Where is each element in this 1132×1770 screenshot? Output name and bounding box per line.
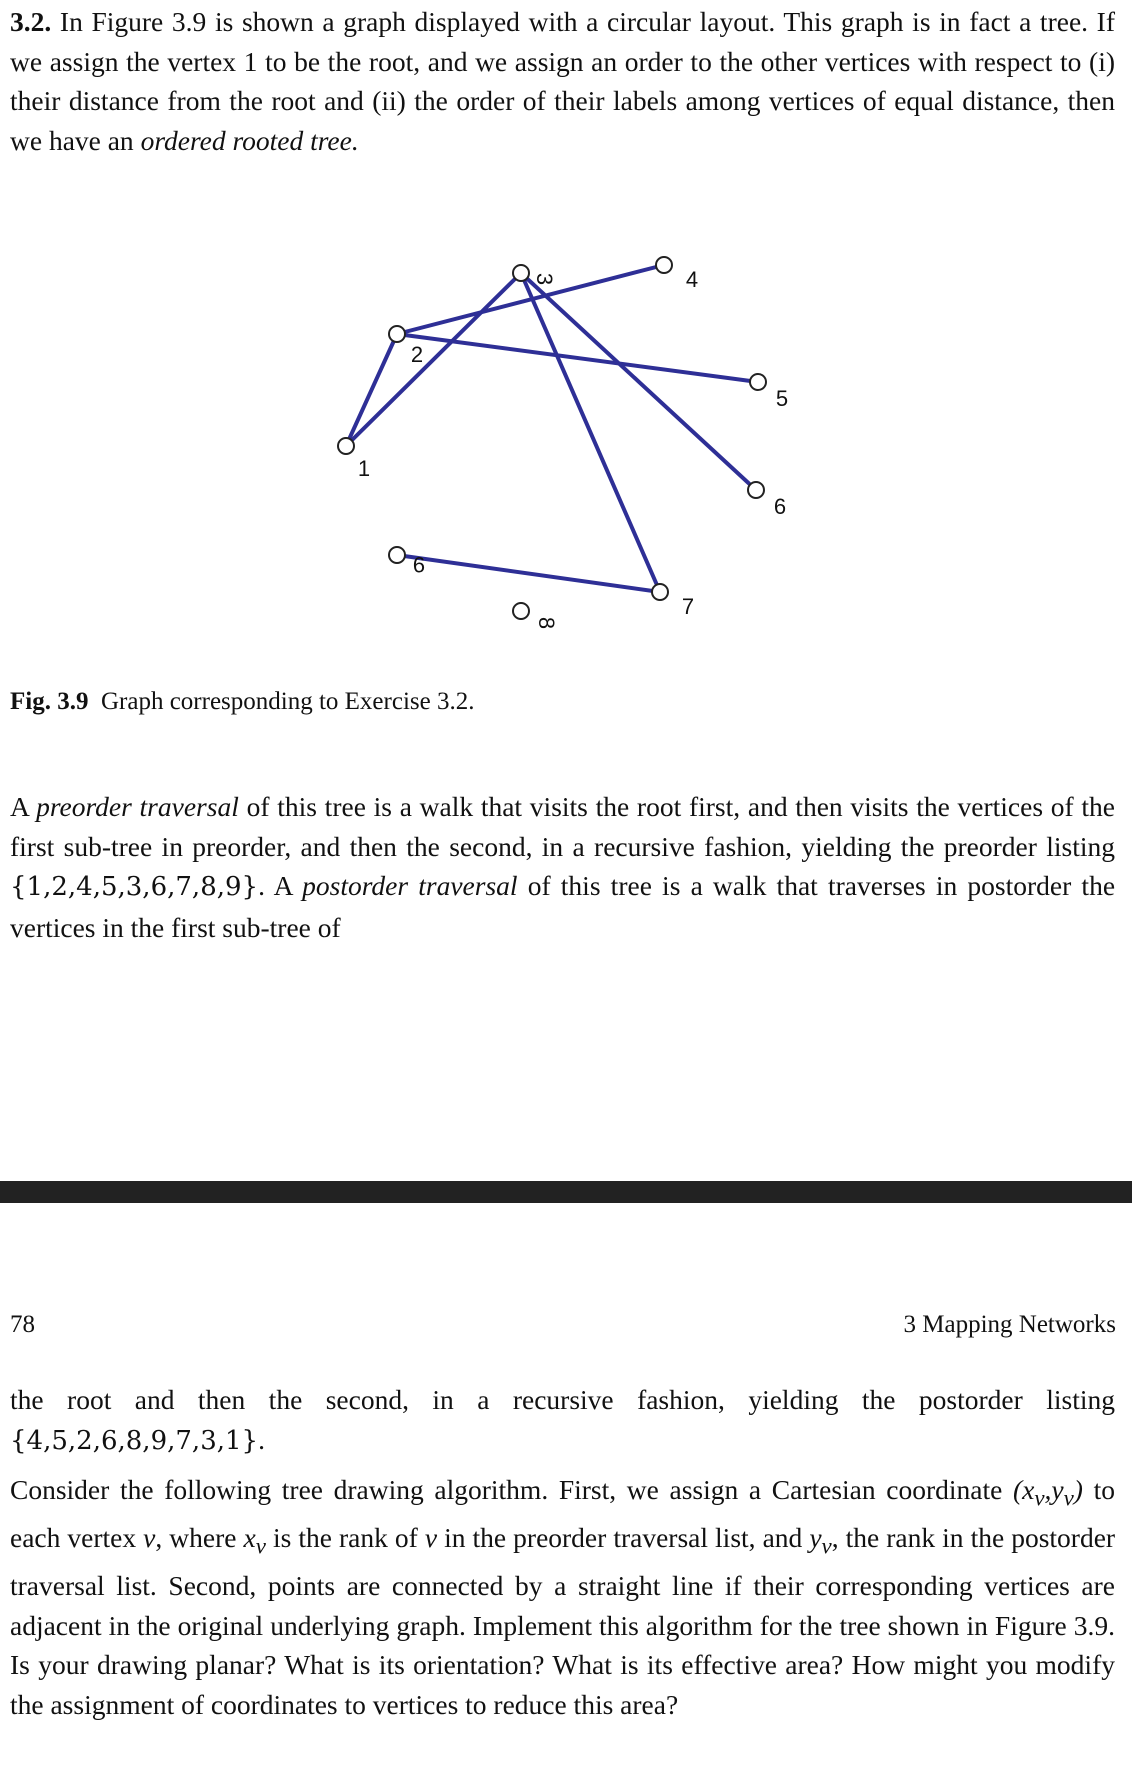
coordinate-notation — [1012, 1474, 1083, 1511]
preorder-text-3: . A — [258, 870, 292, 901]
exercise-label: 3.2. — [10, 6, 52, 37]
algorithm-paragraph — [10, 1470, 1115, 1724]
algorithm-text-5: in the preorder traversal list, and — [444, 1522, 803, 1553]
node-4 — [656, 257, 672, 273]
postorder-traversal-term: postorder traversal — [302, 870, 518, 901]
postorder-listing: {4,5,2,6,8,9,7,3,1} — [10, 1425, 259, 1456]
node-label-8: 8 — [534, 616, 560, 630]
var-x-sub: v — [255, 1533, 266, 1559]
page-break-divider — [0, 1181, 1132, 1203]
exercise-text: In Figure 3.9 is shown a graph displayed with a circular layout. This graph is in fact a tree. If we assign the vertex 1 to be the root, and we assign an order to the other vertices with respect to (i) their distance from the root and (ii) the order of their labels among vertices of equal distance, then we have an — [10, 6, 1115, 156]
algorithm-text-6: , the rank in the postorder traversal list. Second, points are connected by a straight line if their corresponding vertices are adjacent in the original underlying graph. Implement this algorithm for the tree shown in Figure 3.9. Is your drawing planar? What is its orientation? What is its effective area? How might you modify the assignment of coordinates to vertices to reduce this area? — [10, 1522, 1116, 1720]
node-label-4: 4 — [685, 266, 699, 292]
postorder-text-2: . — [258, 1423, 265, 1455]
edge-3-7 — [521, 273, 660, 592]
preorder-text-1: A — [10, 791, 29, 822]
edge-2-5 — [397, 334, 758, 382]
node-label-5: 5 — [775, 385, 789, 411]
coord-sub-1: v — [1034, 1485, 1045, 1511]
preorder-traversal-term: preorder traversal — [36, 791, 239, 822]
preorder-listing: {1,2,4,5,3,6,7,8,9} — [10, 872, 259, 902]
var-y: y — [809, 1522, 822, 1553]
edge-1-3 — [346, 273, 521, 446]
exercise-paragraph — [10, 2, 1115, 160]
postorder-text-1: the root and then the second, in a recursive fashion, yielding the postorder listing — [10, 1384, 1115, 1415]
node-1 — [338, 438, 354, 454]
figure-caption-label: Fig. 3.9 — [10, 688, 89, 715]
algorithm-text-1: Consider the following tree drawing algorithm. First, we assign a Cartesian coordinate — [10, 1474, 1003, 1505]
edge-7-9 — [397, 555, 660, 592]
page-number: 78 — [10, 1311, 35, 1338]
var-xv — [243, 1522, 266, 1559]
preorder-text-2: of this tree is a walk that visits the root first, and then visits the vertices of the first sub-tree in preorder, and then the second, in a recursive fashion, yielding the preorder listing — [10, 791, 1116, 862]
coord-mid: ,y — [1044, 1474, 1064, 1505]
node-5 — [750, 374, 766, 390]
node-7 — [652, 584, 668, 600]
node-label-2: 2 — [410, 341, 424, 367]
preorder-paragraph — [10, 787, 1115, 947]
var-v-2: v — [424, 1522, 438, 1553]
node-label-9: 9 — [412, 552, 426, 578]
node-label-6: 6 — [773, 493, 787, 519]
node-9 — [389, 547, 405, 563]
tree-graph-figure — [0, 240, 1132, 680]
node-label-7: 7 — [681, 593, 695, 619]
node-3 — [513, 265, 529, 281]
edge-1-2 — [346, 334, 397, 446]
running-head: 3 Mapping Networks — [903, 1311, 1116, 1338]
node-6 — [748, 482, 764, 498]
var-y-sub: v — [821, 1533, 832, 1559]
var-v-1: v — [143, 1522, 156, 1553]
node-label-1: 1 — [357, 455, 371, 481]
node-label-3: 3 — [532, 272, 558, 286]
var-x: x — [243, 1522, 256, 1553]
preorder-text-4: of this tree is a walk that traverses in postorder the vertices in the first sub-tree of — [10, 870, 1116, 943]
node-8 — [513, 603, 529, 619]
postorder-paragraph — [10, 1380, 1115, 1461]
graph-edges — [346, 265, 758, 592]
coord-open: (x — [1012, 1474, 1035, 1505]
figure-caption-text: Graph corresponding to Exercise 3.2. — [100, 688, 475, 715]
ordered-rooted-tree-term: ordered rooted tree. — [140, 124, 359, 156]
edge-3-6 — [521, 273, 756, 490]
coord-close: ) — [1073, 1474, 1083, 1505]
algorithm-text-3: , where — [155, 1522, 237, 1553]
figure-caption — [10, 684, 474, 720]
algorithm-text-4: is the rank of — [272, 1522, 418, 1553]
node-2 — [389, 326, 405, 342]
algorithm-text-2: to each vertex — [10, 1474, 1116, 1553]
var-yv — [809, 1522, 832, 1559]
coord-sub-2: v — [1063, 1485, 1074, 1511]
